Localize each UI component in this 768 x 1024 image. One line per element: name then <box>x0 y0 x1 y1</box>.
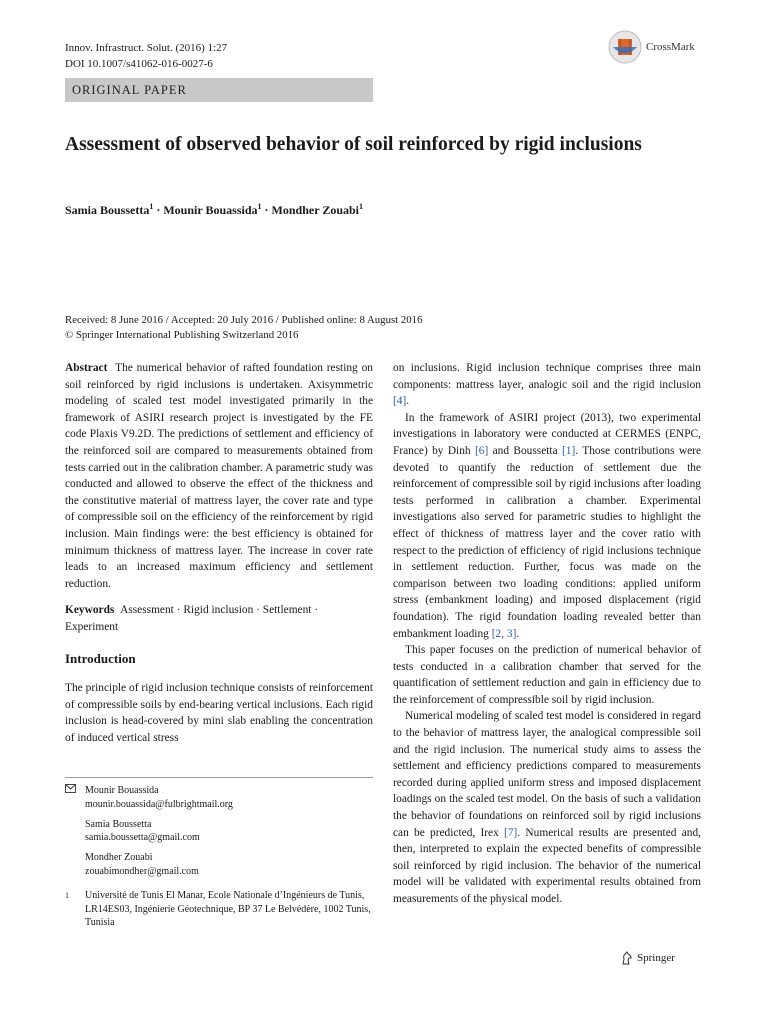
author-separator: · <box>261 203 272 217</box>
author-name[interactable]: Mondher Zouabi <box>271 203 359 217</box>
envelope-icon <box>65 784 85 812</box>
crossmark-label: CrossMark <box>646 41 695 53</box>
author-contact <box>65 851 373 879</box>
author-contact-name: Mondher Zouabi <box>85 852 153 864</box>
section-heading-introduction: Introduction <box>65 650 136 666</box>
corresponding-author-name: Mounir Bouassida <box>85 785 159 796</box>
author-contact <box>65 818 373 846</box>
text-run: . <box>406 395 410 408</box>
journal-citation: Innov. Infrastruct. Solut. (2016) 1:27 <box>65 42 228 54</box>
publication-dates <box>65 313 422 343</box>
correspondence-block <box>65 777 373 930</box>
text-run: In the framework of ASIRI project (2013), two experimental investigations in laboratory were conducted at CERMES (ENPC, France) by Dinh <box>393 411 701 457</box>
keywords-label: Keywords <box>65 604 115 617</box>
body-paragraph <box>393 410 701 642</box>
affiliation-text: Université de Tunis El Manar, Ecole Nationale d’Ingénieurs de Tunis, LR14ES03, Ingénierie Géotechnique, BP 37 Le Belvédère, 1002 Tunis, Tunisia <box>85 889 371 929</box>
keywords <box>65 602 373 635</box>
author-contact-name: Samia Boussetta <box>85 818 152 830</box>
history-dates: Received: 8 June 2016 / Accepted: 20 July 2016 / Published online: 8 August 2016 <box>65 314 423 326</box>
citation-link[interactable]: [4] <box>393 395 407 408</box>
citation-link[interactable]: [7] <box>504 826 518 839</box>
crossmark-badge[interactable] <box>608 30 695 64</box>
affiliation-marker: 1 <box>149 202 154 211</box>
journal-info <box>65 40 227 72</box>
keywords-text: Assessment · Rigid inclusion · Settlement · Experiment <box>65 604 319 633</box>
publisher-footer <box>620 951 675 965</box>
text-run: on inclusions. Rigid inclusion technique comprises three main components: mattress layer, analogic soil and the rigid inclusion <box>393 362 701 391</box>
affiliation-marker: 1 <box>257 202 262 211</box>
corresponding-author <box>65 784 373 812</box>
body-paragraph <box>393 360 701 410</box>
text-run: . Those contributions were devoted to quantify the reduction of settlement due the reinforcement of compressible soil by rigid inclusions after loading tests performed in calibration a chamber. Experimental investigations also served for parametric studies to highlight the effect of thickness of mattress layer and the cover ratio with respect to the prediction of efficiency of rigid inclusions technique in settlement reduction. Further, focus was made on the comparison between two loading conditions: applied uniform stress (embankment loading) and imposed displacement (rigid foundation). The rigid foundation loading revealed better than embankment loading <box>393 444 701 640</box>
abstract-label: Abstract <box>65 362 108 374</box>
paper-title: Assessment of observed behavior of soil reinforced by rigid inclusions <box>65 134 642 155</box>
copyright-line: © Springer International Publishing Switzerland 2016 <box>65 329 299 341</box>
affiliation-number: 1 <box>65 890 69 900</box>
abstract-text: The numerical behavior of rafted foundation resting on soil reinforced by rigid inclusions is undertaken. Axisymmetric modeling of scaled test model investigated primarily in the framework of ASIRI research project is investigated by the FE code Plaxis V9.2D. The predictions of settlement and efficiency of the reinforced soil are compared to measurements obtained from tests carried out in the calibration chamber. A parametric study was conducted and allowed to observe the effect of the thickness and the constitutive material of mattress layer, the cover rate and type of compressible soil on the efficiency of the reinforcement by rigid inclusion. Main findings were: the best efficiency is obtained for minimum thickness of mattress layer. The increase in cover rate leads to an increased maximum efficiency and settlement reduction. <box>65 362 373 590</box>
text-run: Numerical modeling of scaled test model is considered in regard to the behavior of mattress layer, the analogical compressible soil and the rigid inclusion. The numerical study aims to assess the settlement and efficiency predictions compared to measurements recorded during applied uniform stress and imposed displacement loadings on the scaled test model. On the basis of such a validation the behavior of foundations on reinforced soil by rigid inclusions can be predicted, Irex <box>393 710 701 839</box>
author-contact-email[interactable]: samia.boussetta@gmail.com <box>85 832 200 844</box>
citation-link[interactable]: [6] <box>474 444 489 457</box>
article-type-banner: ORIGINAL PAPER <box>65 78 373 102</box>
intro-paragraph: The principle of rigid inclusion technique consists of reinforcement of compressible soils by end-bearing vertical inclusions. Each rigid inclusion is head-covered by mini slab enabling the concentration of induced vertical stress <box>65 682 373 744</box>
crossmark-icon <box>608 30 642 64</box>
text-run: . Numerical results are presented and, then, interpreted to explain the expected benefits of compressible soil reinforced by rigid inclusion. The behavior of the numerical model will be validated with experimental results obtained from measurements of the physical model. <box>393 826 701 905</box>
right-column <box>393 360 701 908</box>
citation-link[interactable]: [2, 3] <box>491 627 517 640</box>
left-column <box>65 360 373 746</box>
doi-link[interactable]: DOI 10.1007/s41062-016-0027-6 <box>65 58 213 70</box>
author-name[interactable]: Samia Boussetta <box>65 203 150 217</box>
publisher-name: Springer <box>637 952 675 964</box>
body-paragraph: This paper focuses on the prediction of numerical behavior of tests conducted in a calibration chamber that served for the quantification of settlement reduction and gain in efficiency due to the reinforcement of compressible soil by rigid inclusion. <box>393 644 701 706</box>
author-name[interactable]: Mounir Bouassida <box>163 203 258 217</box>
text-run: and Boussetta <box>488 444 562 457</box>
citation-link[interactable]: [1] <box>561 444 576 457</box>
affiliation <box>65 889 373 930</box>
body-paragraph <box>393 708 701 907</box>
springer-horse-icon <box>620 951 634 965</box>
author-contact-email[interactable]: zouabimondher@gmail.com <box>85 865 199 877</box>
text-run: . <box>516 627 520 640</box>
affiliation-marker: 1 <box>359 202 363 211</box>
author-list <box>65 202 363 218</box>
corresponding-author-email[interactable]: mounir.bouassida@fulbrightmail.org <box>85 798 233 810</box>
abstract <box>65 360 373 592</box>
author-separator: · <box>153 203 164 217</box>
